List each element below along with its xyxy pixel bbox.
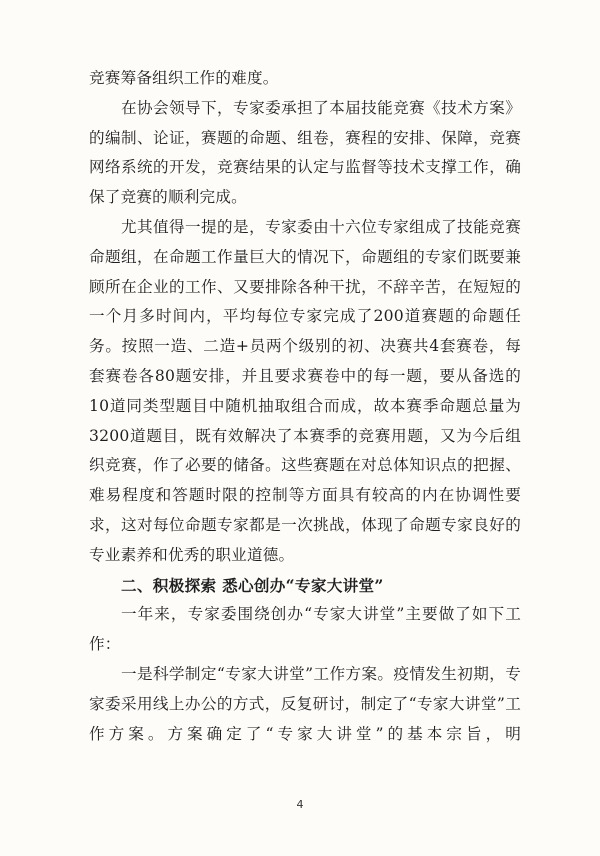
paragraph-expert-committee-duties: 在协会领导下，专家委承担了本届技能竞赛《技术方案》的编制、论证，赛题的命题、组卷，赛程的安排、保障，竞赛网络系统的开发，竞赛结果的认定与监督等技术支撑工作，确保了竞赛的顺利完成。 [89,98,521,207]
paragraph-question-setting-group: 尤其值得一提的是，专家委由十六位专家组成了技能竞赛命题组，在命题工作量巨大的情况下，命题组的专家们既要兼顾所在企业的工作、又要排除各种干扰，不辞辛苦，在短短的一个月多时间内，平均每位专家完成了200道赛题的命题任务。按照一造、二造+员两个级别的初、决赛共4套赛卷，每套赛卷各80题安排，并且要求赛卷中的每一题，要从备选的10道同类型题目中随机抽取组合而成，故本赛季命题总量为3200道题目，既有效解决了本赛季的竞赛用题，又为今后组织竞赛，作了必要的储备。这些赛题在对总体知识点的把握、难易程度和答题时限的控制等方面具有较高的内在协调性要求，这对每位命题专家都是一次挑战，体现了命题专家良好的专业素养和优秀的职业道德。 [89,217,521,564]
page-number: 4 [296,798,304,811]
paragraph-lecture-intro: 一年来，专家委围绕创办“专家大讲堂”主要做了如下工作： [89,605,521,654]
paragraph-work-plan: 一是科学制定“专家大讲堂”工作方案。疫情发生初期，专家委采用线上办公的方式，反复研讨，制定了“专家大讲堂”工作方案。方案确定了“专家大讲堂”的基本宗旨，明 [89,664,521,743]
body-text [89,64,521,749]
section-heading: 二、积极探索 悉心创办“专家大讲堂” [121,575,384,595]
paragraph-continuation: 竞赛筹备组织工作的难度。 [89,69,279,87]
